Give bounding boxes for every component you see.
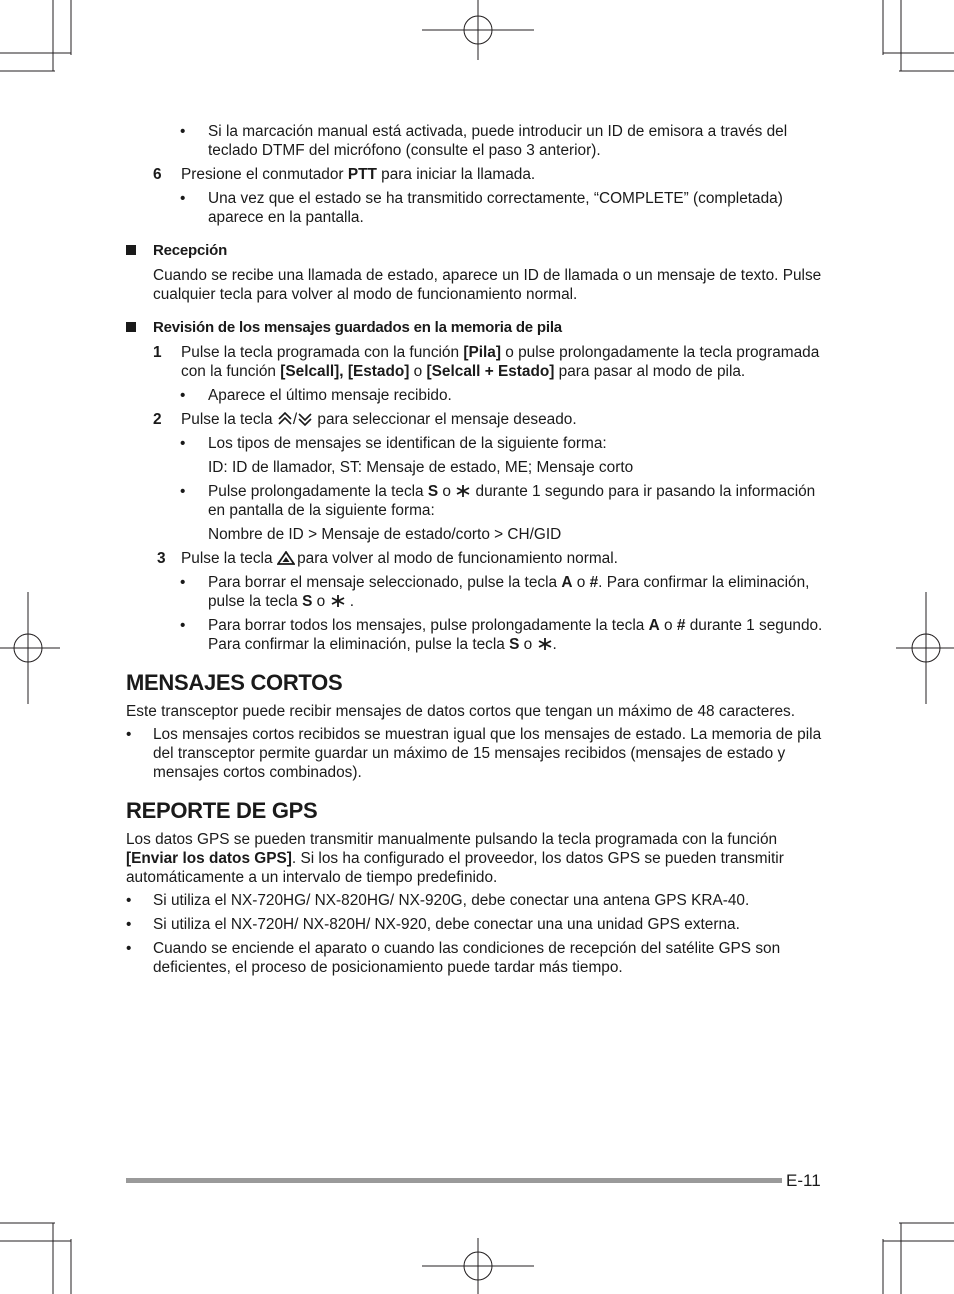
step-text: Pulse la tecla [181,411,277,428]
hash-key-label: # [589,574,599,591]
page-number: E-11 [786,1171,821,1190]
mensajes-intro: Este transceptor puede recibir mensajes de datos cortos que tengan un máximo de 48 caracteres. [126,703,796,720]
list-item [126,189,831,227]
recepcion-text: Cuando se recibe una llamada de estado, aparece un ID de llamada o un mensaje de texto. Pulse cualquier tecla para volver al modo de funcionamiento normal. [153,267,822,303]
list-item [126,616,831,654]
list-item-text: Si la marcación manual está activada, puede introducir un ID de emisora a través del teclado DTMF del micrófono (consulte el paso 3 anterior). [208,123,788,159]
step-text: Pulse la tecla programada con la función [181,344,464,361]
list-item-text: Para borrar el mensaje seleccionado, pulse la tecla [208,574,562,591]
step-number: 6 [153,166,162,183]
star-key-icon [537,637,553,651]
crop-mark-bottom-right [874,1214,954,1294]
bullet-glyph: • [126,916,132,933]
section-title-mensajes-cortos: MENSAJES CORTOS [126,670,343,695]
step-text: o pulse prolongadamente la tecla programada con la función [181,344,820,380]
page-content [126,122,831,982]
registration-mark-top [422,0,534,60]
registration-mark-left [0,592,60,704]
list-item-text: Si utiliza el NX-720HG/ NX-820HG/ NX-920G, debe conectar una antena GPS KRA-40. [153,892,750,909]
bullet-glyph: • [180,123,186,140]
bullet-glyph: • [180,483,186,500]
list-item [126,434,831,453]
step-text: o [409,363,427,380]
bullet-glyph: • [180,387,186,404]
list-item [126,725,831,782]
bullet-glyph: • [126,940,132,957]
step-text: para seleccionar el mensaje deseado. [313,411,577,428]
list-item [126,573,831,611]
message-types-line: ID: ID de llamador, ST: Mensaje de estado, ME; Mensaje corto [208,459,634,476]
list-item-text: Cuando se enciende el aparato o cuando las condiciones de recepción del satélite GPS son deficientes, el proceso de posicionamiento puede tardar más tiempo. [153,940,781,976]
function-label: [Selcall + Estado] [426,363,555,380]
list-item-text: Para borrar todos los mensajes, pulse prolongadamente la tecla [208,617,649,634]
ptt-key-label: PTT [347,166,377,183]
list-item-text: Los tipos de mensajes se identifican de la siguiente forma: [208,435,607,452]
step-text: para iniciar la llamada. [376,166,536,183]
step-text: Presione el conmutador [181,166,348,183]
list-item [126,386,831,405]
step-number: 3 [157,550,166,567]
bullet-glyph: • [126,726,132,743]
step-2 [126,410,831,429]
gps-intro [126,830,831,887]
footer-rule [126,1178,782,1183]
list-item-text: o [438,483,456,500]
list-item-text: o [519,636,537,653]
step-text: para volver al modo de funcionamiento normal. [292,550,618,567]
triangle-key-icon [277,551,293,565]
list-item [126,939,831,977]
list-item-text: durante 1 segundo. Para confirmar la eliminación, pulse la tecla [208,617,823,653]
a-key-label: A [648,617,660,634]
list-item-text: o [312,593,330,610]
list-item-text: . [345,593,355,610]
hash-key-label: # [676,617,686,634]
revision-heading [126,318,831,337]
a-key-label: A [561,574,573,591]
list-item [126,915,831,934]
list-item-text: Pulse prolongadamente la tecla [208,483,428,500]
bullet-glyph: • [180,435,186,452]
crop-mark-top-right [874,0,954,80]
list-item [126,891,831,910]
down-key-icon [297,412,313,426]
square-bullet-icon [126,245,136,255]
registration-mark-bottom [422,1238,534,1294]
up-key-icon [277,412,293,426]
paragraph-text: . Si los ha configurado el proveedor, los datos GPS se pueden transmitir automáticamente a un intervalo de tiempo predefinido. [126,850,784,886]
bullet-glyph: • [180,574,186,591]
list-item-text: Si utiliza el NX-720H/ NX-820H/ NX-920, debe conectar una una unidad GPS externa. [153,916,740,933]
heading-text: Recepción [153,242,228,259]
step-text: Pulse la tecla [181,550,277,567]
registration-mark-right [896,592,954,704]
crop-mark-bottom-left [0,1214,80,1294]
list-item [126,122,831,160]
s-key-label: S [302,593,313,610]
function-label: [Enviar los datos GPS] [126,850,292,867]
step-number: 2 [153,411,162,428]
step-3 [126,549,831,568]
step-number: 1 [153,344,162,361]
function-label: [Selcall], [Estado] [280,363,410,380]
star-key-icon [330,594,346,608]
bullet-glyph: • [180,190,186,207]
display-order-line: Nombre de ID > Mensaje de estado/corto > CH/GID [208,526,562,543]
separator: / [292,411,298,428]
list-item-text: . [552,636,557,653]
list-item-text: Una vez que el estado se ha transmitido correctamente, “COMPLETE” (completada) aparece en la pantalla. [208,190,783,226]
list-item-text: o [659,617,677,634]
recepcion-heading [126,241,831,260]
list-item-text: . Para confirmar la eliminación, pulse la tecla [208,574,810,610]
bullet-glyph: • [126,892,132,909]
star-key-icon [455,484,471,498]
s-key-label: S [427,483,439,500]
function-label: [Pila] [463,344,501,361]
list-item [126,482,831,520]
list-item-text: Los mensajes cortos recibidos se muestran igual que los mensajes de estado. La memoria de pila del transceptor permite guardar un máximo de 15 mensajes recibidos (mensajes de estado y mensajes cortos combinados). [153,726,822,781]
s-key-label: S [509,636,520,653]
list-item-text: o [572,574,590,591]
crop-mark-top-left [0,0,80,80]
paragraph-text: Los datos GPS se pueden transmitir manualmente pulsando la tecla programada con la función [126,831,778,848]
heading-text: Revisión de los mensajes guardados en la memoria de pila [153,319,562,336]
step-6 [126,165,831,184]
list-item-text: Aparece el último mensaje recibido. [208,387,452,404]
square-bullet-icon [126,322,136,332]
section-title-reporte-gps: REPORTE DE GPS [126,798,318,823]
list-item-text: durante 1 segundo para ir pasando la información en pantalla de la siguiente forma: [208,483,816,519]
bullet-glyph: • [180,617,186,634]
step-1 [126,343,831,381]
step-text: para pasar al modo de pila. [554,363,746,380]
